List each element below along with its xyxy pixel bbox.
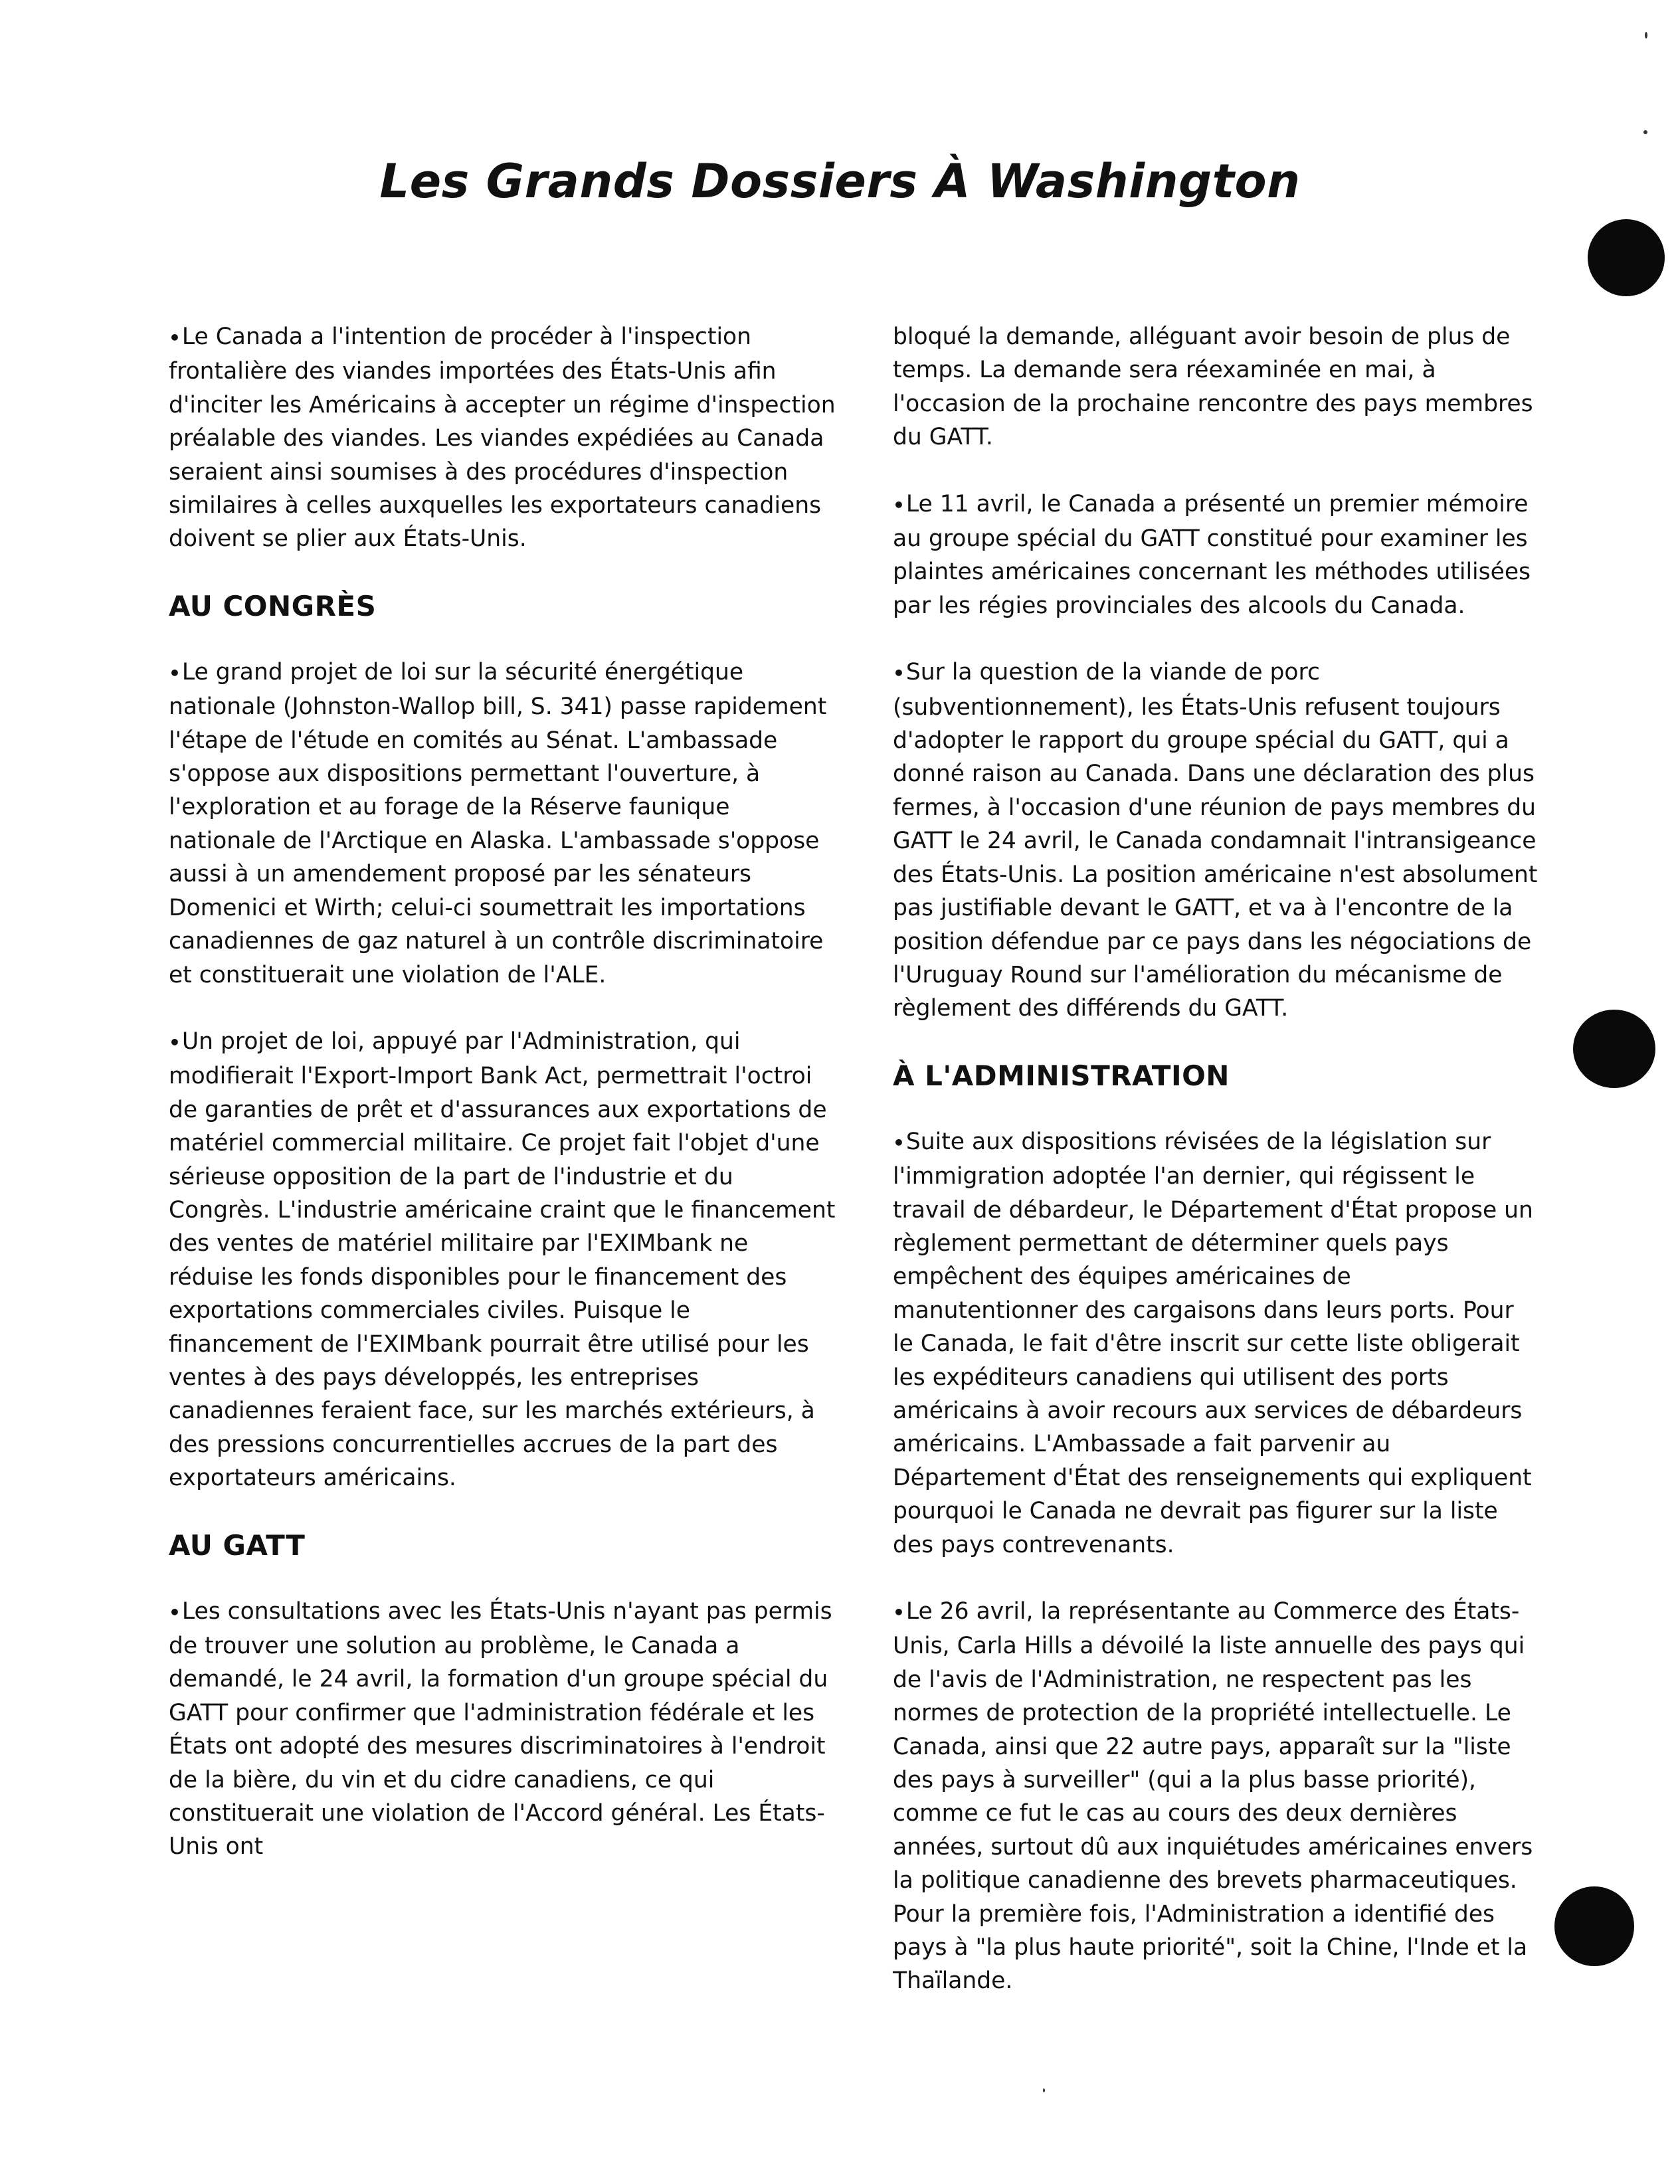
page-title: Les Grands Dossiers À Washington	[379, 154, 1301, 209]
right-column	[893, 320, 1541, 2031]
paragraph-continued	[893, 320, 1541, 454]
paragraph-text: Un projet de loi, appuyé par l'Administration, qui modifierait l'Export-Import Bank Act, permettrait l'octroi de garanties de prêt et d'assurances aux exportations de matériel commercial militaire. Ce projet fait l'objet d'une sérieuse opposition de la part de l'industrie et du Congrès. L'industrie américaine craint que le financement des ventes de matériel militaire par l'EXIMbank ne réduise les fonds disponibles pour le financement des exportations commerciales civiles. Puisque le financement de l'EXIMbank pourrait être utilisé pour les ventes à des pays développés, les entreprises canadiennes feraient face, sur les marchés extérieurs, à des pressions concurrentielles accrues de la part des exportateurs américains.	[169, 1028, 836, 1492]
punch-hole-bottom	[1554, 1886, 1634, 1966]
paragraph-text: Les consultations avec les États-Unis n'ayant pas permis de trouver une solution au problème, le Canada a demandé, le 24 avril, la formation d'un groupe spécial du GATT pour confirmer que l'administration fédérale et les États ont adopté des mesures discriminatoires à l'endroit de la bière, du vin et du cidre canadiens, ce qui constituerait une violation de l'Accord général. Les États-Unis ont	[169, 1597, 832, 1861]
bullet-icon: •	[893, 494, 905, 516]
scan-speck	[1643, 130, 1647, 134]
bullet-icon: •	[893, 662, 905, 685]
paragraph-text: Le 11 avril, le Canada a présenté un premier mémoire au groupe spécial du GATT constitué pour examiner les plaintes américaines concernant les méthodes utilisées par les régies provinciales des alcools du Canada.	[893, 490, 1531, 619]
scan-speck	[1043, 2088, 1045, 2092]
paragraph-text: Suite aux dispositions révisées de la législation sur l'immigration adoptée l'an dernier, qui régissent le travail de débardeur, le Département d'État propose un règlement permettant de déterminer quels pays empêchent des équipes américaines de manutentionner des cargaisons dans leurs ports. Pour le Canada, le fait d'être inscrit sur cette liste obligerait les expéditeurs canadiens qui utilisent des ports américains à avoir recours aux services de débardeurs américains. L'Ambassade a fait parvenir au Département d'État des renseignements qui expliquent pourquoi le Canada ne devrait pas figurer sur la liste des pays contrevenants.	[893, 1128, 1533, 1558]
paragraph-longshore	[893, 1125, 1541, 1562]
scan-speck	[1645, 32, 1647, 39]
bullet-icon: •	[169, 662, 181, 684]
paragraph-text: Le 26 avril, la représentante au Commerce des États-Unis, Carla Hills a dévoilé la liste annuelle des pays qui de l'avis de l'Administration, ne respectent pas les normes de protection de la propriété intellectuelle. Le Canada, ainsi que 22 autre pays, apparaît sur la "liste des pays à surveiller" (qui a la plus basse priorité), comme ce fut le cas au cours des deux dernières années, surtout dû aux inquiétudes américaines envers la politique canadienne des brevets pharmaceutiques. Pour la première fois, l'Administration a identifié des pays à "la plus haute priorité", soit la Chine, l'Inde et la Thaïlande.	[893, 1598, 1533, 1995]
paragraph-beer-wine	[169, 1595, 840, 1864]
bullet-icon: •	[893, 1131, 905, 1154]
bullet-icon: •	[169, 327, 181, 349]
paragraph-text: Sur la question de la viande de porc (subventionnement), les États-Unis refusent toujours d'adopter le rapport du groupe spécial du GATT, qui a donné raison au Canada. Dans une déclaration des plus fermes, à l'occasion d'une réunion de pays membres du GATT le 24 avril, le Canada condamnait l'intransigeance des États-Unis. La position américaine n'est absolument pas justifiable devant le GATT, et va à l'encontre de la position défendue par ce pays dans les négociations de l'Uruguay Round sur l'amélioration du mécanisme de règlement des différends du GATT.	[893, 659, 1538, 1022]
section-heading-congres: AU CONGRÈS	[169, 589, 377, 622]
paragraph-energy-bill	[169, 656, 840, 992]
paragraph-pork	[893, 656, 1541, 1025]
bullet-icon: •	[893, 1601, 905, 1623]
bullet-icon: •	[169, 1031, 181, 1053]
paragraph-eximbank	[169, 1025, 840, 1495]
bullet-icon: •	[169, 1601, 181, 1623]
paragraph-text: Le Canada a l'intention de procéder à l'inspection frontalière des viandes importées des États-Unis afin d'inciter les Américains à accepter un régime d'inspection préalable des viandes. Les viandes expédiées au Canada seraient ainsi soumises à des procédures d'inspection similaires à celles auxquelles les exportateurs canadiens doivent se plier aux États-Unis.	[169, 323, 836, 553]
paragraph-gatt-memoire	[893, 488, 1541, 623]
left-column	[169, 320, 840, 1897]
section-heading-administration: À L'ADMINISTRATION	[893, 1059, 1230, 1092]
paragraph-meat-inspection	[169, 320, 840, 556]
paragraph-text: bloqué la demande, alléguant avoir besoin de plus de temps. La demande sera réexaminée en mai, à l'occasion de la prochaine rencontre des pays membres du GATT.	[893, 323, 1533, 451]
punch-hole-middle	[1573, 1010, 1655, 1088]
paragraph-text: Le grand projet de loi sur la sécurité énergétique nationale (Johnston-Wallop bill, S. 341) passe rapidement l'étape de l'étude en comités au Sénat. L'ambassade s'oppose aux dispositions permettant l'ouverture, à l'exploration et au forage de la Réserve faunique nationale de l'Arctique en Alaska. L'ambassade s'oppose aussi à un amendement proposé par les sénateurs Domenici et Wirth; celui-ci soumettrait les importations canadiennes de gaz naturel à un contrôle discriminatoire et constituerait une violation de l'ALE.	[169, 658, 827, 988]
paragraph-intellectual-property	[893, 1595, 1541, 1998]
section-heading-gatt: AU GATT	[169, 1528, 306, 1562]
punch-hole-top	[1588, 219, 1665, 296]
